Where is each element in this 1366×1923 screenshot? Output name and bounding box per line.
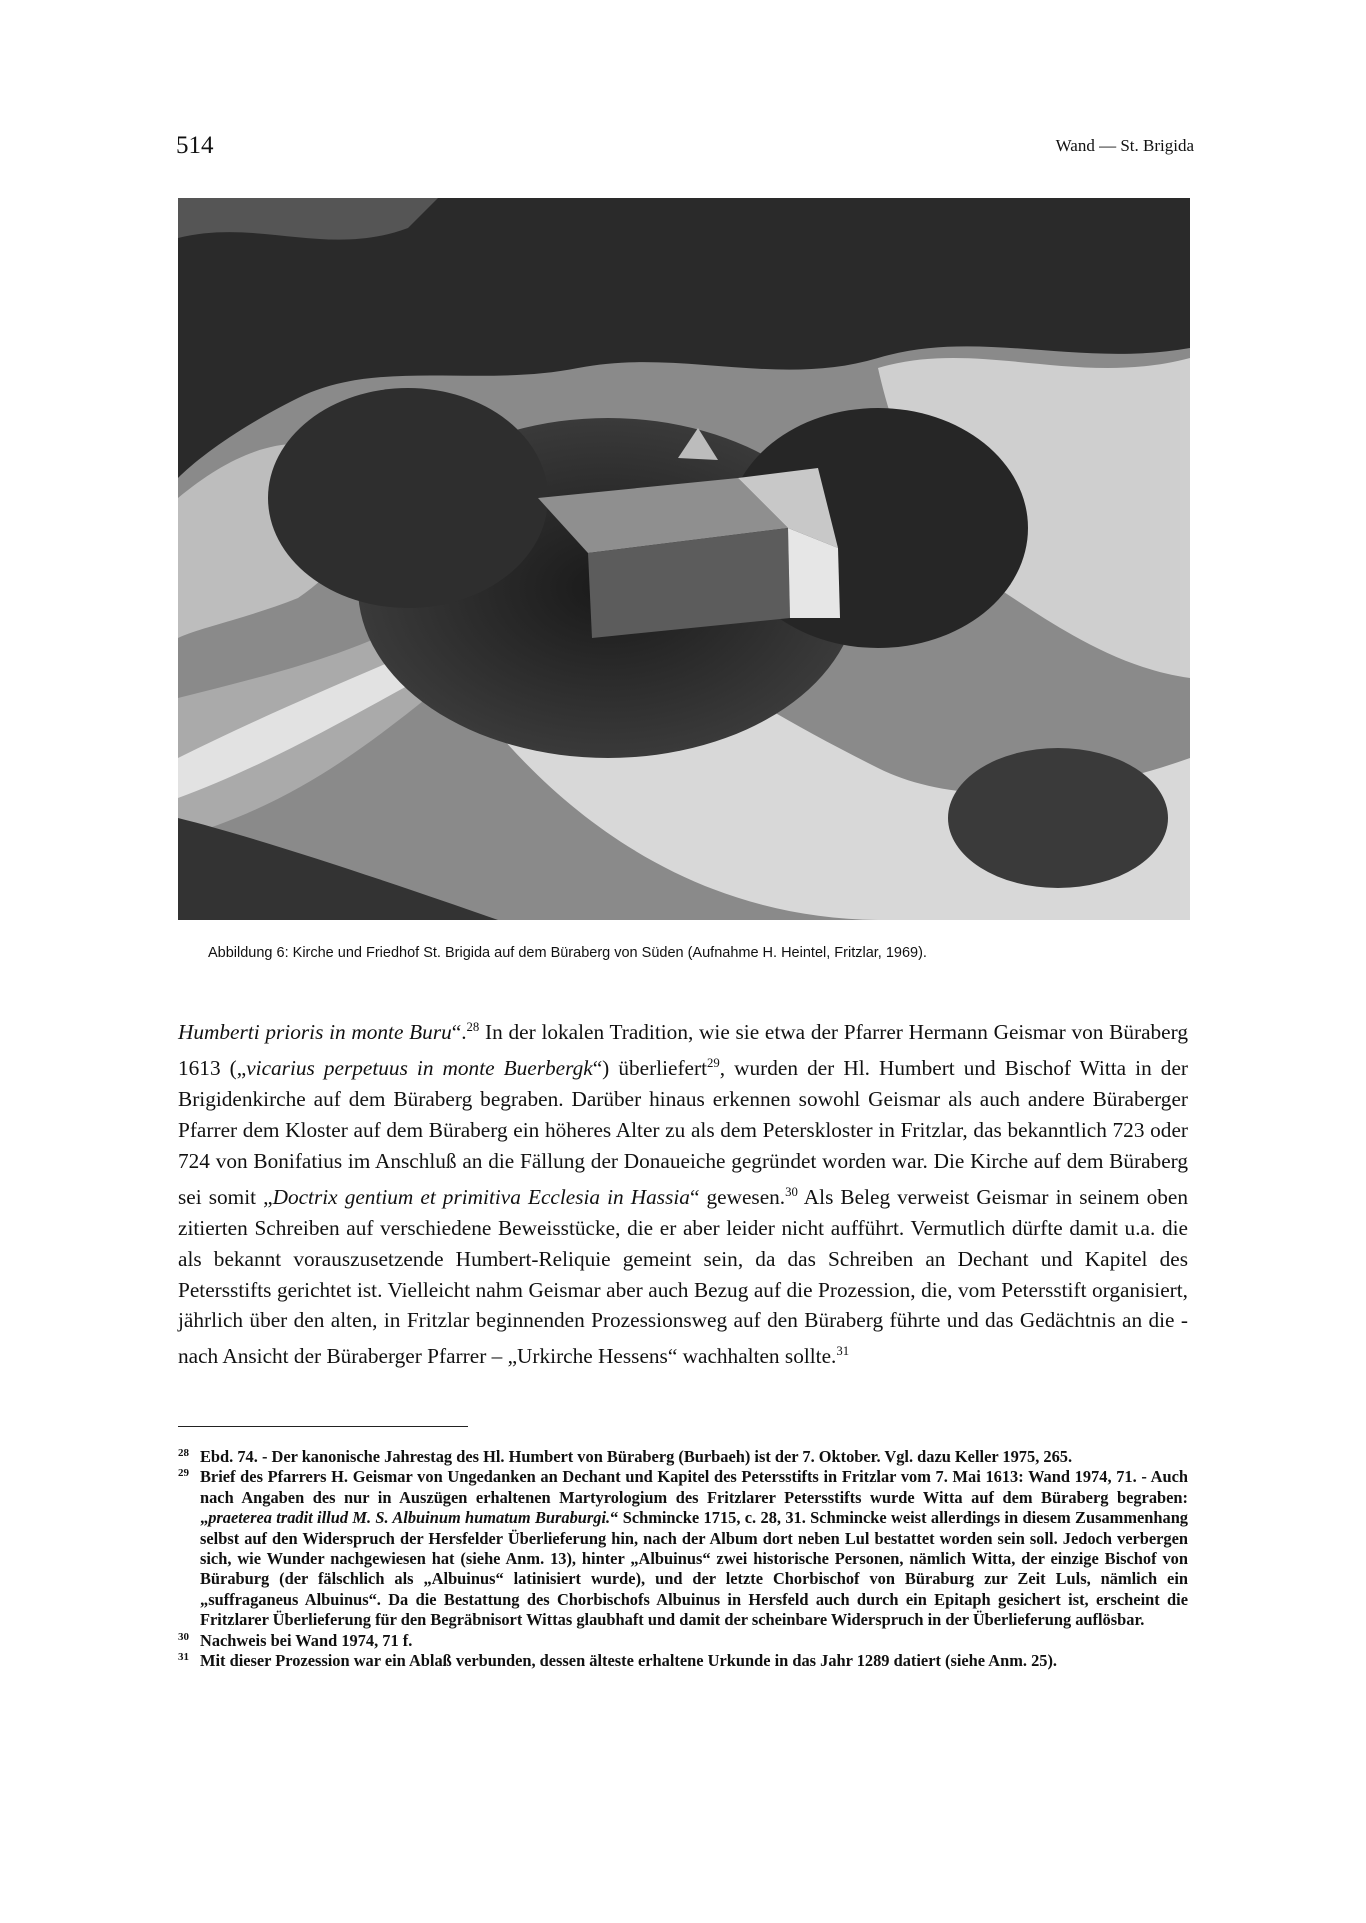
latin-quote: vicarius perpetuus in monte Buerbergk <box>246 1056 593 1081</box>
footnotes <box>178 1447 1188 1671</box>
footnote-text: Nachweis bei Wand 1974, 71 f. <box>200 1630 413 1650</box>
body-text <box>178 1012 1188 1372</box>
footnote-number: 30 <box>178 1630 189 1643</box>
footnote-number: 28 <box>178 1447 189 1459</box>
latin-quote: Humberti prioris in monte Buru <box>178 1020 452 1045</box>
footnote-ref-29[interactable]: 29 <box>707 1056 720 1070</box>
text-segment: In der lokalen Tradition, wie sie etwa der Pfarrer Hermann Geismar von Büraberg 1613 („ <box>178 1020 1188 1081</box>
page-number: 514 <box>176 132 214 159</box>
footnote-30 <box>178 1631 1188 1651</box>
footnote-28 <box>178 1447 1188 1467</box>
text-segment: , wurden der Hl. Humbert und Bischof Witta in der Brigidenkirche auf dem Büraberg begraben. Darüber hinaus erkennen sowohl Geismar als auch andere Büraberger Pfarrer dem Kloster auf dem Büraberg ein höheres Alter zu als dem Peterskloster in Fritzlar, das bekanntlich 723 oder 724 von Bonifatius im Anschluß an die Fällung der Donaueiche gegründet worden war. Die Kirche auf dem Büraberg sei somit „ <box>178 1056 1188 1209</box>
footnote-divider <box>178 1426 468 1427</box>
text-segment: “) überliefert <box>592 1056 708 1081</box>
footnote-text: Mit dieser Prozession war ein Ablaß verbunden, dessen älteste erhaltene Urkunde in das Jahr 1289 datiert (siehe Anm. 25). <box>200 1651 1058 1671</box>
footnote-29 <box>178 1467 1188 1630</box>
text-segment: “ gewesen. <box>689 1184 786 1209</box>
aerial-photograph <box>178 198 1190 920</box>
footnote-number: 29 <box>178 1467 189 1480</box>
footnote-ref-28[interactable]: 28 <box>466 1020 480 1034</box>
quote-mark: “. <box>451 1020 467 1045</box>
footnote-text: Brief des Pfarrers H. Geismar von Ungedanken an Dechant und Kapitel des Petersstifts in Fritzlar vom 7. Mai 1613: Wand 1974, 71. - Auch nach Angaben des nur in Auszügen erhaltenen Martyrologium des Fritzlarer Petersstifts wurde Witta auf dem Büraberg begraben: „ <box>200 1467 1188 1528</box>
body-paragraph <box>178 1012 1188 1372</box>
text-segment: Als Beleg verweist Geismar in seinem oben zitierten Schreiben auf verschiedene Beweisstücke, die er aber leider nicht aufführt. Vermutlich dürfte damit u.a. die als bekannt vorauszusetzende Humbert-Reliquie gemeint sein, da das Schreiben an Dechant und Kapitel des Petersstifts gerichtet ist. Vielleicht nahm Geismar aber auch Bezug auf die Prozession, die, vom Petersstift organisiert, jährlich über den alten, in Fritzlar beginnenden Prozessionsweg auf den Büraberg führte und das Gedächtnis an die - nach Ansicht der Büraberger Pfarrer – „Urkirche Hessens“ wachhalten sollte. <box>178 1184 1188 1369</box>
latin-quote: praeterea tradit illud M. S. Albuinum humatum Buraburgi. <box>208 1508 611 1528</box>
footnote-text: “ Schmincke 1715, c. 28, 31. Schmincke weist allerdings in diesem Zusammenhang selbst auf den Widerspruch der Hersfelder Überlieferung hin, nach der Album dort neben Lul bestattet worden sein soll. Jedoch verbergen sich, wie Wunder nachgewiesen hat (siehe Anm. 13), hinter „Albuinus“ zwei historische Personen, nämlich Witta, der einzige Bischof von Büraburg (der fälschlich als „Albuinus“ latinisiert wurde), und der letzte Chorbischof von Büraburg zur Zeit Luls, nämlich ein „suffraganeus Albuinus“. Da die Bestattung des Chorbischofs Albuinus in Hersfeld auch durch ein Epitaph gesichert ist, erscheint die Fritzlarer Überlieferung für den Begräbnisort Wittas glaubhaft und damit der scheinbare Widerspruch in der Überlieferung auflösbar. <box>200 1508 1188 1630</box>
footnote-text: Ebd. 74. - Der kanonische Jahrestag des Hl. Humbert von Büraberg (Burbaeh) ist der 7. Oktober. Vgl. dazu Keller 1975, 265. <box>200 1447 1073 1466</box>
footnote-ref-31[interactable]: 31 <box>836 1344 850 1359</box>
footnote-number: 31 <box>178 1651 189 1664</box>
figure-caption: Abbildung 6: Kirche und Friedhof St. Brigida auf dem Büraberg von Süden (Aufnahme H. Heintel, Fritzlar, 1969). <box>208 945 927 961</box>
running-head: Wand — St. Brigida <box>1055 136 1194 155</box>
latin-quote: Doctrix gentium et primitiva Ecclesia in Hassia <box>272 1184 690 1209</box>
footnote-31 <box>178 1651 1188 1671</box>
footnote-ref-30[interactable]: 30 <box>785 1184 798 1199</box>
